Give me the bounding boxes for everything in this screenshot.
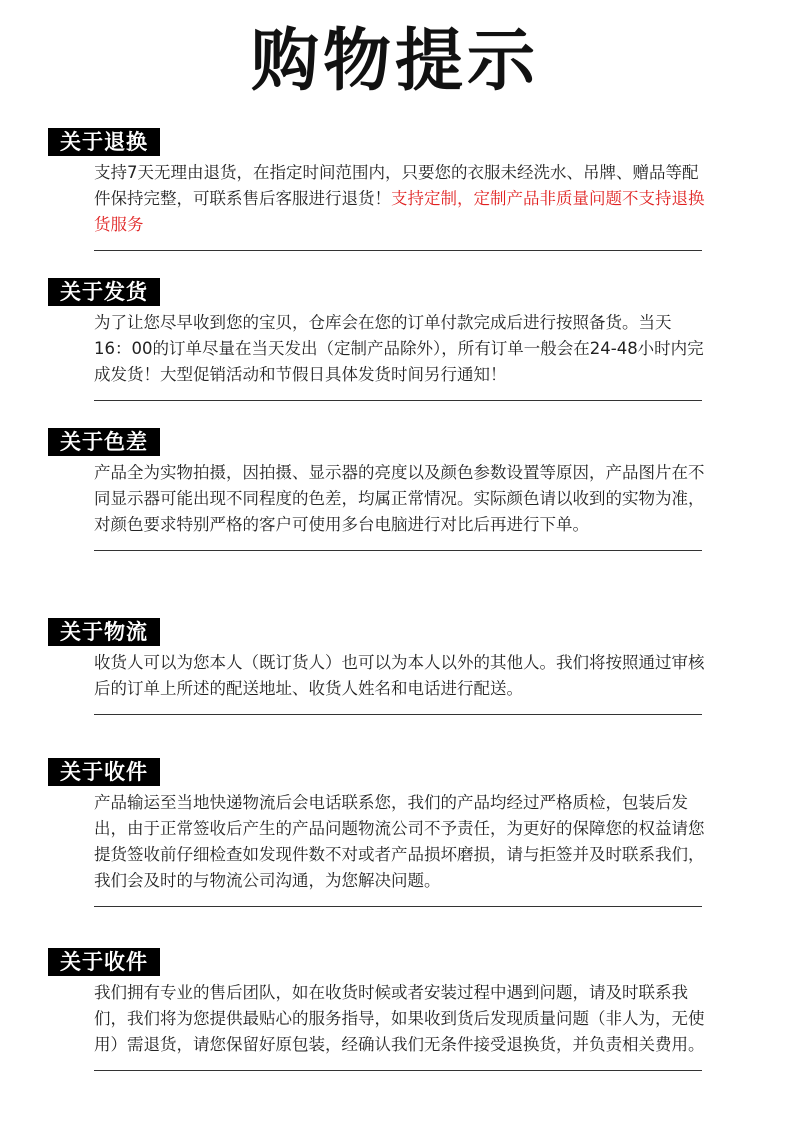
section-shipping	[48, 278, 708, 401]
section-returns	[48, 128, 708, 251]
section-title-shipping: 关于发货	[48, 278, 160, 306]
section-title-returns: 关于退换	[48, 128, 160, 156]
returns-policy-text: 支持7天无理由退货，在指定时间范围内，只要您的衣服未经洗水、吊牌、赠品等配件保持完整，可联系售后客服进行退货！	[94, 163, 699, 208]
section-receiving	[48, 758, 708, 907]
section-after-sales	[48, 948, 708, 1071]
divider	[94, 400, 702, 401]
divider	[94, 714, 702, 715]
section-title-after-sales: 关于收件	[48, 948, 160, 976]
divider	[94, 250, 702, 251]
divider	[94, 550, 702, 551]
section-title-color-difference: 关于色差	[48, 428, 160, 456]
section-body-color-difference: 产品全为实物拍摄，因拍摄、显示器的亮度以及颜色参数设置等原因，产品图片在不同显示器可能出现不同程度的色差，均属正常情况。实际颜色请以收到的实物为准，对颜色要求特别严格的客户可使用多台电脑进行对比后再进行下单。	[94, 463, 705, 534]
section-logistics	[48, 618, 708, 715]
section-title-receiving: 关于收件	[48, 758, 160, 786]
section-title-logistics: 关于物流	[48, 618, 160, 646]
section-body-receiving: 产品输运至当地快递物流后会电话联系您，我们的产品均经过严格质检，包装后发出，由于正常签收后产生的产品问题物流公司不予责任，为更好的保障您的权益请您提货签收前仔细检查如发现件数不对或者产品损坏磨损，请与拒签并及时联系我们，我们会及时的与物流公司沟通，为您解决问题。	[94, 793, 705, 890]
section-color-difference	[48, 428, 708, 551]
section-body-shipping: 为了让您尽早收到您的宝贝，仓库会在您的订单付款完成后进行按照备货。当天16：00的订单尽量在当天发出（定制产品除外），所有订单一般会在24-48小时内完成发货！大型促销活动和节假日具体发货时间另行通知！	[94, 313, 704, 384]
divider	[94, 1070, 702, 1071]
section-body-after-sales: 我们拥有专业的售后团队，如在收货时候或者安装过程中遇到问题，请及时联系我们，我们将为您提供最贴心的服务指导，如果收到货后发现质量问题（非人为，无使用）需退货，请您保留好原包装，经确认我们无条件接受退换货，并负责相关费用。	[94, 983, 705, 1054]
page-title: 购物提示	[250, 22, 539, 101]
section-body-returns	[94, 160, 706, 238]
returns-highlight-text: 支持定制，定制产品非质量问题不支持退换货服务	[94, 189, 705, 234]
divider	[94, 906, 702, 907]
section-body-logistics: 收货人可以为您本人（既订货人）也可以为本人以外的其他人。我们将按照通过审核后的订单上所述的配送地址、收货人姓名和电话进行配送。	[94, 653, 705, 698]
